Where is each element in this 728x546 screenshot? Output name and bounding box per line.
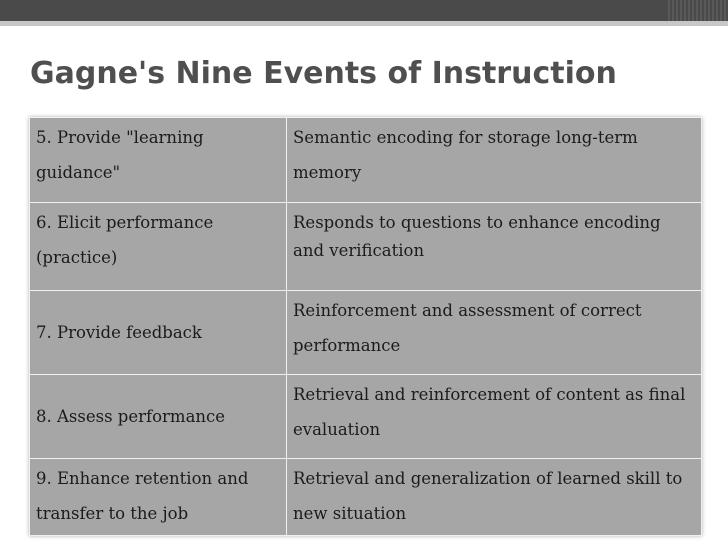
table-row (30, 375, 702, 459)
description-cell: Responds to questions to enhance encoding and verification (287, 203, 702, 291)
header-accent-strip (0, 21, 728, 26)
table-row (30, 118, 702, 203)
event-cell: 8. Assess performance (30, 375, 287, 459)
event-cell: 7. Provide feedback (30, 291, 287, 375)
header-texture (668, 0, 728, 21)
header-bar (0, 0, 728, 21)
events-table (29, 117, 702, 536)
table-row (30, 203, 702, 291)
event-cell: 9. Enhance retention and transfer to the job (30, 459, 287, 536)
event-cell: 5. Provide "learning guidance" (30, 118, 287, 203)
description-cell: Retrieval and reinforcement of content as final evaluation (287, 375, 702, 459)
table-row (30, 459, 702, 536)
event-cell: 6. Elicit performance (practice) (30, 203, 287, 291)
slide-title: Gagne's Nine Events of Instruction (30, 56, 617, 91)
table-row (30, 291, 702, 375)
description-cell: Retrieval and generalization of learned skill to new situation (287, 459, 702, 536)
description-cell: Semantic encoding for storage long-term memory (287, 118, 702, 203)
description-cell: Reinforcement and assessment of correct performance (287, 291, 702, 375)
